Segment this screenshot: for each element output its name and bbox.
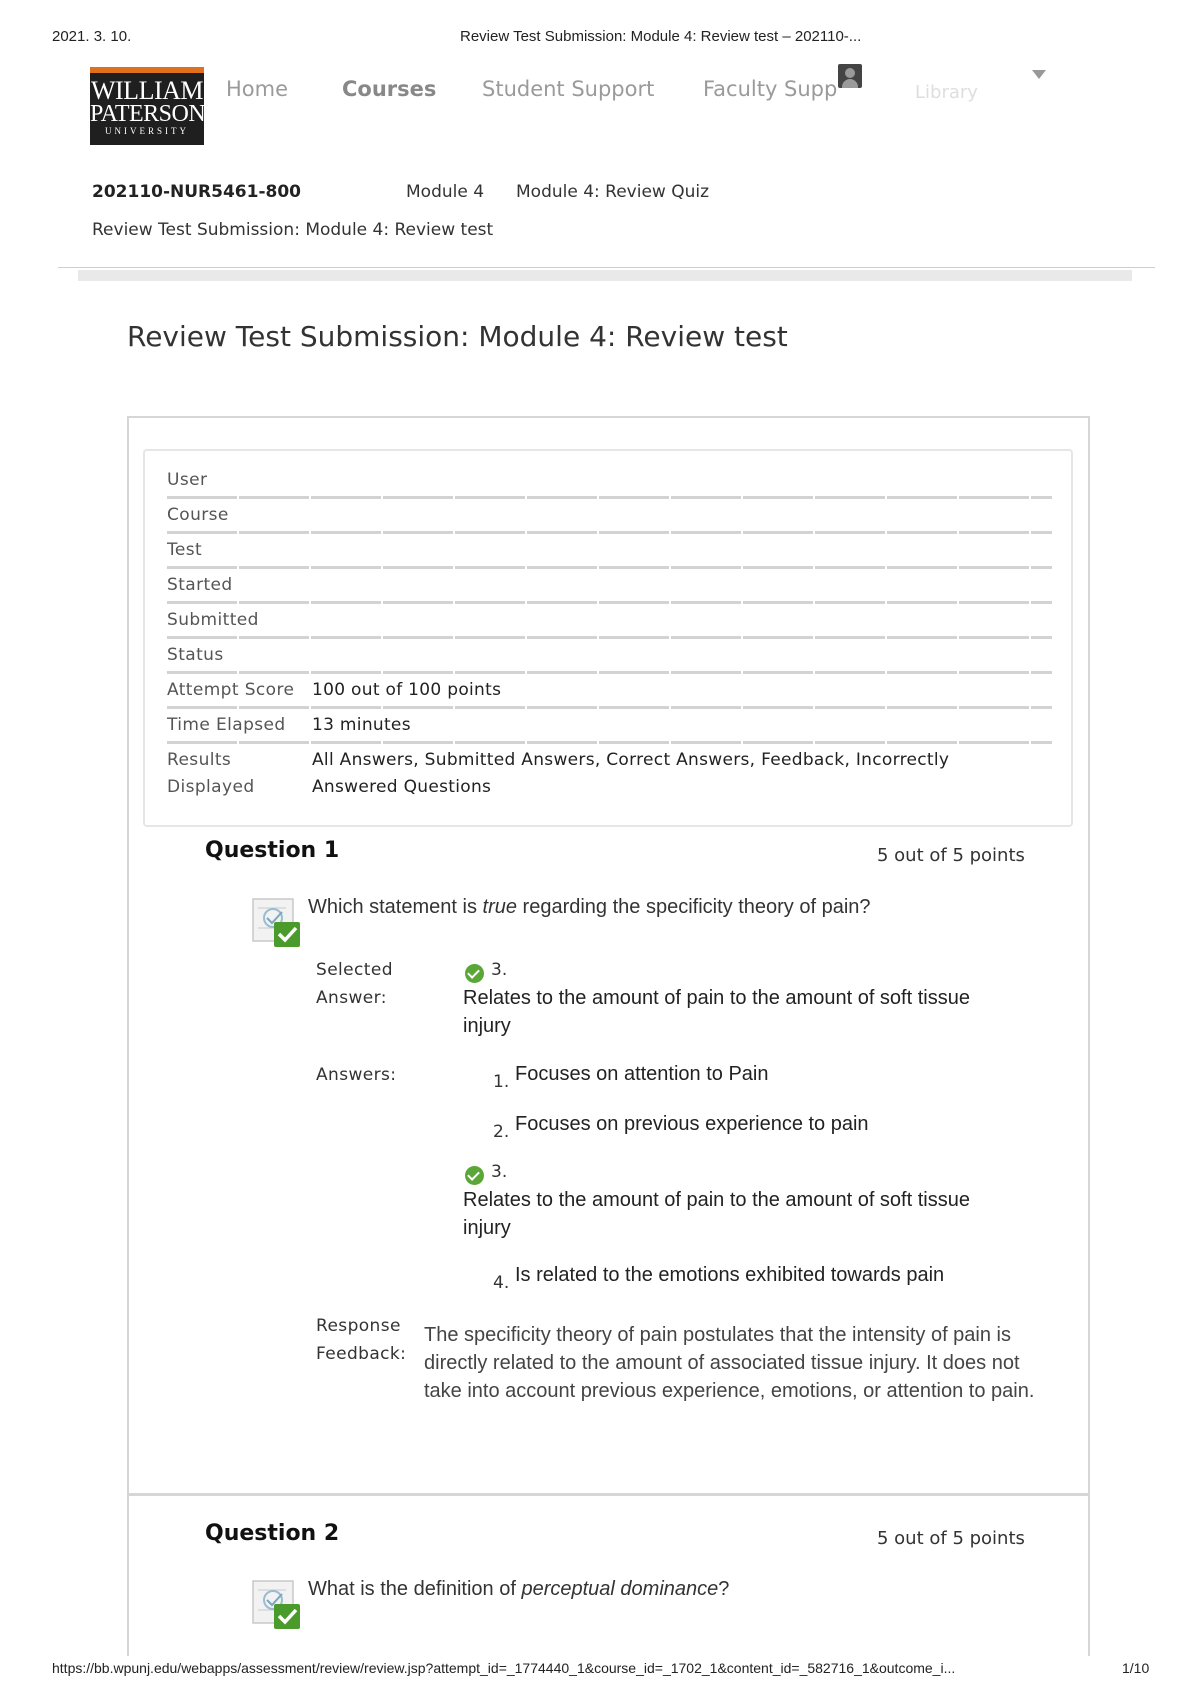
detail-label-results: Results (167, 750, 232, 770)
selected-answer-number: 3. (491, 960, 508, 980)
correct-check-icon (465, 1166, 484, 1185)
print-page-number: 1/10 (1122, 1660, 1150, 1676)
row-divider (167, 741, 1052, 744)
row-divider (167, 671, 1052, 674)
answer-1-text: Focuses on attention to Pain (515, 1063, 769, 1085)
nav-student-support[interactable]: Student Support (482, 77, 655, 101)
detail-label-status: Status (167, 645, 224, 665)
detail-label-displayed: Displayed (167, 777, 255, 797)
row-divider (167, 531, 1052, 534)
question-1-title: Question 1 (205, 838, 340, 863)
nav-courses[interactable]: Courses (342, 77, 437, 101)
detail-value-results-1: All Answers, Submitted Answers, Correct Answers, Feedback, Incorrectly (312, 750, 950, 770)
question-1-text: Which statement is true regarding the specificity theory of pain? (308, 896, 871, 918)
selected-answer-text-1: Relates to the amount of pain to the amount of soft tissue (463, 987, 970, 1009)
detail-value-attempt-score: 100 out of 100 points (312, 680, 502, 700)
nav-library[interactable]: Library (915, 82, 978, 103)
detail-label-started: Started (167, 575, 233, 595)
graded-correct-icon (252, 896, 300, 948)
caret-down-icon[interactable] (1032, 70, 1046, 79)
breadcrumb-module[interactable]: Module 4 (406, 182, 485, 202)
detail-label-time-elapsed: Time Elapsed (167, 715, 286, 735)
graded-correct-icon (252, 1578, 300, 1630)
question-2-points: 5 out of 5 points (877, 1528, 1025, 1549)
print-date: 2021. 3. 10. (52, 28, 132, 45)
header-bar (78, 270, 1132, 281)
selected-answer-label: Selected Answer: (316, 960, 393, 1008)
correct-check-icon (465, 964, 484, 983)
question-2-title: Question 2 (205, 1521, 340, 1546)
answer-1-number: 1. (493, 1072, 510, 1092)
row-divider (167, 706, 1052, 709)
breadcrumb-quiz[interactable]: Module 4: Review Quiz (516, 182, 710, 202)
nav-faculty-support[interactable]: Faculty Supp (703, 77, 838, 101)
question-divider (127, 1493, 1090, 1496)
response-feedback-text: The specificity theory of pain postulates that the intensity of pain is directly related to the amount of associated tissue injury. It does not take into account previous experience, emotions, or attention to pain. (424, 1324, 1035, 1402)
answer-2-text: Focuses on previous experience to pain (515, 1113, 869, 1135)
print-title: Review Test Submission: Module 4: Review test – 202110-... (460, 28, 862, 45)
question-1-points: 5 out of 5 points (877, 845, 1025, 866)
detail-label-attempt-score: Attempt Score (167, 680, 295, 700)
selected-answer-text-2: injury (463, 1015, 511, 1037)
answer-3-text-1: Relates to the amount of pain to the amount of soft tissue (463, 1189, 970, 1211)
answer-3-text-2: injury (463, 1217, 511, 1239)
breadcrumb-course[interactable]: 202110-NUR5461-800 (92, 182, 302, 202)
detail-value-results-2: Answered Questions (312, 777, 492, 797)
user-avatar-icon[interactable] (838, 64, 862, 88)
row-divider (167, 566, 1052, 569)
detail-value-time-elapsed: 13 minutes (312, 715, 411, 735)
answer-4-text: Is related to the emotions exhibited towards pain (515, 1264, 945, 1286)
detail-label-submitted: Submitted (167, 610, 259, 630)
row-divider (167, 601, 1052, 604)
answer-4-number: 4. (493, 1273, 510, 1293)
answer-2-number: 2. (493, 1122, 510, 1142)
nav-home[interactable]: Home (226, 77, 289, 101)
university-logo[interactable]: WILLIAM PATERSON UNIVERSITY (90, 67, 204, 145)
detail-label-test: Test (167, 540, 203, 560)
answer-3-number: 3. (491, 1162, 508, 1182)
breadcrumb-current: Review Test Submission: Module 4: Review test (92, 220, 494, 240)
answers-label: Answers: (316, 1065, 397, 1085)
detail-label-course: Course (167, 505, 229, 525)
row-divider (167, 636, 1052, 639)
row-divider (167, 496, 1052, 499)
print-url: https://bb.wpunj.edu/webapps/assessment/review/review.jsp?attempt_id=_1774440_1&course_id=_1702_1&content_id=_582716_1&outcome_i... (52, 1660, 956, 1676)
detail-label-user: User (167, 470, 208, 490)
response-feedback-label: Response Feedback: (316, 1316, 407, 1364)
page-title: Review Test Submission: Module 4: Review test (127, 320, 788, 353)
question-2-text: What is the definition of perceptual dominance? (308, 1578, 730, 1600)
header-divider (58, 267, 1155, 268)
